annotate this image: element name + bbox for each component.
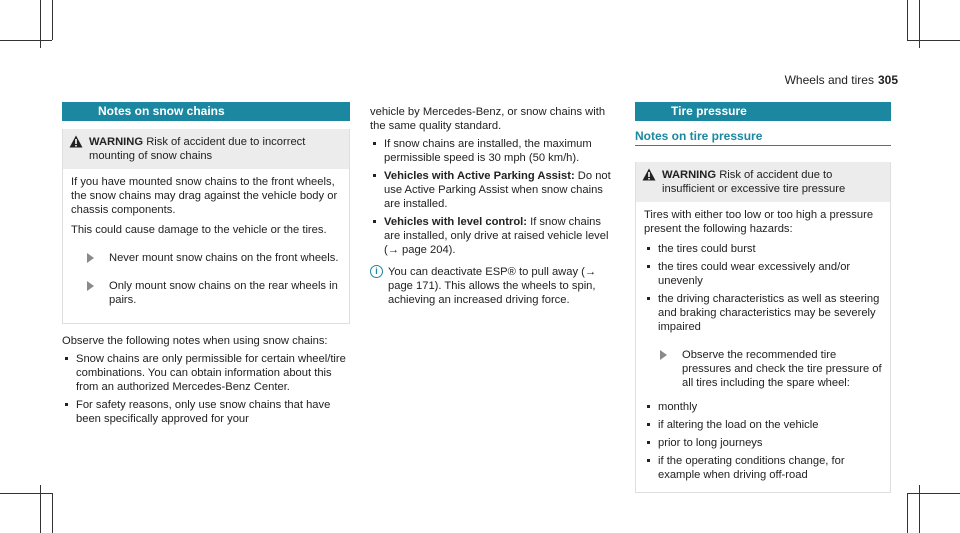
- warning-triangle-icon: [642, 168, 656, 181]
- list-item: the driving characteristics as well as steering and braking characteristics may be severely impaired: [644, 292, 882, 334]
- step-arrow-icon: [87, 281, 94, 291]
- subsection-heading: Notes on tire pressure: [635, 129, 891, 146]
- list-item: if altering the load on the vehicle: [644, 418, 882, 432]
- warning-text: Risk of accident due to incorrect mounting of snow chains: [89, 136, 306, 162]
- info-icon: i: [370, 265, 383, 278]
- list-item: Snow chains are only permissible for certain wheel/tire combinations. You can obtain information about this from an authorized Mercedes-Benz Center.: [62, 352, 350, 394]
- warning-label: WARNING: [89, 136, 144, 148]
- list-item: Vehicles with level control: If snow chains are installed, only drive at raised vehicle level (→ page 204).: [370, 215, 615, 257]
- crop-mark: [52, 0, 53, 40]
- list-item: If snow chains are installed, the maximum permissible speed is 30 mph (50 km/h).: [370, 137, 615, 165]
- crop-mark: [0, 493, 52, 494]
- step-arrow-icon: [87, 253, 94, 263]
- column-tire-pressure: [635, 102, 891, 493]
- crop-mark: [907, 40, 960, 41]
- list-item-lead: Vehicles with Active Parking Assist:: [384, 170, 575, 182]
- list-item: Vehicles with Active Parking Assist: Do not use Active Parking Assist when snow chains are installed.: [370, 169, 615, 211]
- section-title: Wheels and tires: [784, 73, 874, 87]
- list-item: the tires could burst: [644, 242, 882, 256]
- warning-box: [62, 129, 350, 324]
- warning-text: Risk of accident due to insufficient or excessive tire pressure: [662, 169, 846, 195]
- list-item: monthly: [644, 400, 882, 414]
- crop-mark: [907, 0, 908, 40]
- list-item: the tires could wear excessively and/or unevenly: [644, 260, 882, 288]
- paragraph: vehicle by Mercedes-Benz, or snow chains with the same quality standard.: [370, 106, 606, 132]
- section-bar: Notes on snow chains: [62, 102, 350, 121]
- column-snow-chains-continued: [370, 105, 615, 307]
- bullet-list: [370, 137, 615, 257]
- step-item: Only mount snow chains on the rear wheels in pairs.: [71, 279, 341, 307]
- page-number: 305: [877, 73, 898, 87]
- bullet-list: [62, 352, 350, 426]
- warning-box: [635, 162, 891, 493]
- step-item: Never mount snow chains on the front wheels.: [71, 251, 341, 265]
- column-snow-chains: [62, 102, 350, 430]
- check-list: [644, 400, 882, 482]
- paragraph: This could cause damage to the vehicle or the tires.: [71, 224, 327, 236]
- hazard-list: [644, 242, 882, 334]
- section-bar: Tire pressure: [635, 102, 891, 121]
- crop-mark: [907, 493, 908, 533]
- warning-header: [636, 162, 890, 202]
- paragraph: Tires with either too low or too high a pressure present the following hazards:: [644, 209, 874, 235]
- crop-mark: [907, 493, 960, 494]
- notes-block: [62, 334, 350, 426]
- crop-mark: [0, 40, 52, 41]
- list-item: For safety reasons, only use snow chains that have been specifically approved for your: [62, 398, 350, 426]
- warning-body: [63, 169, 349, 323]
- paragraph: If you have mounted snow chains to the front wheels, the snow chains may drag against the vehicle body or chassis components.: [71, 176, 338, 216]
- paragraph: Observe the following notes when using snow chains:: [62, 335, 328, 347]
- warning-header: [63, 129, 349, 169]
- warning-label: WARNING: [662, 169, 717, 181]
- crop-mark: [52, 493, 53, 533]
- warning-body: [636, 202, 890, 492]
- running-header: [785, 73, 898, 87]
- warning-triangle-icon: [69, 135, 83, 148]
- step-item: Observe the recommended tire pressures and check the tire pressure of all tires including the spare wheel:: [644, 348, 882, 390]
- step-arrow-icon: [660, 350, 667, 360]
- list-item-lead: Vehicles with level control:: [384, 216, 527, 228]
- list-item: if the operating conditions change, for example when driving off-road: [644, 454, 882, 482]
- list-item: prior to long journeys: [644, 436, 882, 450]
- info-note: i You can deactivate ESP® to pull away (→ page 171). This allows the wheels to spin, achieving an increased driving force.: [370, 265, 615, 307]
